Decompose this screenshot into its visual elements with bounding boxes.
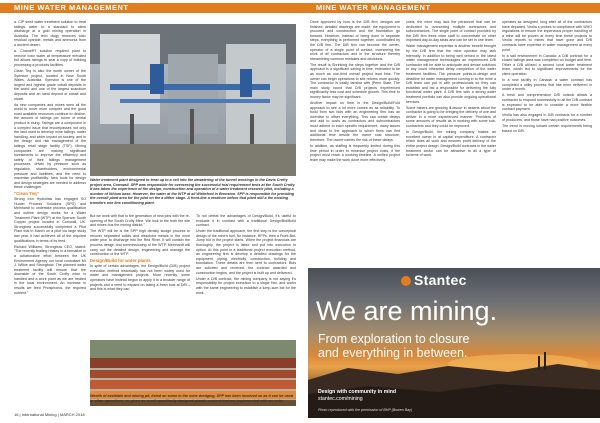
stantec-advertisement[interactable] bbox=[308, 268, 600, 418]
paragraph: In a salt environment in Canada: a D/B contract for a closed tailings area was completed on budget and time. Other a D/B utilised a second local water treatment team, which led to significant improvements for the client operation. bbox=[502, 53, 592, 77]
paragraph: a. CIP seed water treatment solution to treat tailings water to a standard to allow discharge at a gold mining operation in Australia. The tech ology removes toxic residual cyanide, metals and ammonia from a ancient desert. bbox=[14, 20, 86, 47]
page-footer: 16 | International Mining | MARCH 2018 bbox=[14, 412, 85, 417]
subhead: "Clean Teq" bbox=[14, 191, 39, 197]
paragraph: Under a D/B contract, the mining company is not saying it's responsibility for project execution to a single firm, and works with the same engineering to establish a lump-sum bid for the work. bbox=[196, 276, 296, 295]
ad-url-link[interactable]: stantec.com/mining bbox=[318, 396, 363, 402]
ad-sub-line-2: and everything in between. bbox=[318, 346, 468, 360]
paragraph: In a new facility in Canada: a water contract has completed a utility process that has been delivered in under a month. bbox=[502, 78, 592, 92]
ad-photo-credit: Photo reproduced with the permission of BHP (Bowen Bay) bbox=[318, 408, 413, 412]
paragraph: Veolia has also engaged in D/B contracts for a number of producers, and those have had positive outcomes. bbox=[502, 113, 592, 122]
ad-tagline: Design with community in mind bbox=[318, 389, 397, 395]
paragraph: Strong Iron Hydrolisis has engaged SO Hunter Process Solutions (SPG) and Meinhardt to undertake process qualification and outline design works for a Water Treatment Plant (WTP) at the Spencer South Copper project located in Cornwall, UK. Strongbow successfully completed a Pilot Plant trial in March on a pilot via large study last year, it had achieved all of the required qualifications in terms of its feed. bbox=[14, 197, 86, 243]
header-title-right: MINE WATER MANAGEMENT bbox=[316, 3, 431, 12]
paragraph: a. ChameRT solution required plant to remove toxic water at temperature elevated but allows ratings to seat a copy of building processing a products facilities. bbox=[14, 49, 86, 67]
paragraph: In spite of certain advantages, the Design/Build (D/B) project execution method historically has not been widely used for water and management projects. More recently, some operators have instead begun to apply it to a broader range of projects and a need to expand on taking a fresh look at D/B – and this is what they can. bbox=[90, 264, 190, 292]
header-title-left: MINE WATER MANAGEMENT bbox=[14, 3, 129, 12]
paragraph: Water management expertise is another benefit brought by the D/B firm that the mine operator may lack internally. In addition to being well versed in the latest water management technologies an experienced D/B contractor will be able to anticipate and devise solutions to any could otherwise delay completion of the water treatment facilities. The pressure points-in-design and deadline for water management coming in to the mine a D/B team can put in with professionals so they can establish and bid a responsible for delivering the fully functional water plant. A D/B firm with a strong water treatment portfolio can also provide ongoing operational services. bbox=[406, 44, 496, 104]
middle-column-right bbox=[196, 214, 296, 338]
paragraph: costs, the mine may lack the personnel that can be dedicated to overseeing multiple contractors and subcontractors. The single point of contact provided by the D/B firm frees mine staff to concentrate on other important day-to-day tasks and can be set in one team. bbox=[406, 20, 496, 43]
photo2-caption: Wealth of available and mining pit, listed on some in the mine dredging, SPP has been involved on as it can be used in other operations, as given as small specifically designed plastic content that are implemented with an order bbox=[90, 394, 294, 403]
right-column-3 bbox=[502, 20, 592, 264]
paragraph: But we work with that to the generation of new jobs with the re-opening of the South Crofty Mine. We look to the both the site and mines bus the mining district." bbox=[90, 214, 190, 228]
paragraph: Once approved by how is the D/B firm, designs are finished, detailed drawings are made, the equipment is procured and construction and the foundation go forward. However, instead of being done in separate steps, everything is performed together, coordinated by the D/B firm. The D/B firm can become the owner-operator of a single point of contact, overseeing the work of all contractors and in the structure thereby streamlining common mistakes and decisions. bbox=[310, 20, 400, 61]
paragraph: As new companies and mines seen all the world to move more complex and the good most available resources continue to decline, the amount of tailings per tonne of metal product is rising. Tailings are a component in a complex issue that encompasses not only the land used to develop mine tailings, water handling, and wider impact on society, and in the design and risk management of the tailings retail stage facility (TSF). Mining companies are making significant investments to improve the efficiency and safety of their tailings management processes, driven by pressure such as regulation, shareholders, environmental pressure and liabilities, and the need to maximise profitability. New tools for design and design strategies are needed to address these challenges. bbox=[14, 102, 86, 190]
paragraph: In Design/Build, the mining company makes an excellent owner in at capital expenditure. A contractor which does all work and ensures profit delivery of the entire project design. Design/Build contracts in the water treatment sector can be attractive to all a type of scheme of work. bbox=[406, 130, 496, 158]
right-column-1 bbox=[310, 20, 400, 264]
paragraph: Clean Teq is also the worth owner of the Syerston project, located in New South Wales, Australia. Syerston is one of the largest and highest grade cobalt deposits in the world and one of the largest scandium deposits and an ideal deposit of cobalt and nickel. bbox=[14, 68, 86, 101]
paragraph: Under the traditional approach, the first step is the conceptual design of the mine's fuel, for instance. RFPs, then a Front-Bid-Jump bid in the project starts. When the project financials are thoroughly, the project is listed and put into execution to option. At this point in a traditional project execution method, an engineering firm is develop a detailed drawings for the equipment, piping, electricity, construction, building and foundation. These details are then sent to contractors. Bids are solicited and received, the contract awarded and construction begins, and the project is built up and delivered. bbox=[196, 229, 296, 275]
middle-column bbox=[90, 214, 190, 338]
stantec-logo-icon bbox=[401, 276, 411, 286]
ad-subheadline bbox=[318, 332, 469, 360]
paragraph: Some miners are growing ill-favour in deserts about the contractor is going to be bringing the delivery of one and deliver in a more experienced manner. Providers of some amounts of results as in working with some sub-contractors and they could be improved. bbox=[406, 105, 496, 129]
ad-sub-line-1: From exploration to closure bbox=[318, 332, 470, 346]
paragraph: To not defeat the advantages of Design/Build, it's useful to evaluate it in contrast with a traditional Design/Bid/Build contract. bbox=[196, 214, 296, 228]
water-plant-image bbox=[90, 24, 296, 176]
page-header bbox=[0, 0, 600, 16]
stantec-logo[interactable] bbox=[401, 272, 467, 288]
ad-headline: We are mining. bbox=[316, 296, 498, 326]
subhead: Design/Build for water plants bbox=[90, 258, 151, 264]
paragraph: The result is Shrinking the steps together and the D/B approach is a significant saving in time, estimated to be as much as one-third overall project lead time. The owner can begin operations to see returns more quickly. The contractor is totally familiar with (Penn State. The main study found that D/B projects experienced significantly less cost and schedule growth. This time to money factor may be significant. bbox=[310, 62, 400, 99]
paragraph: Richard Williams, Strongbow CEO, stated: "The recently trialling relates to a formation in a collaborative effort between the UK Environment Agency our local consultant Mr J. Wilkie and Strongbow. The planned water treatment facility will ensure that the downside of the South Crofty mine is handled and a work plant as we are treated in the local environment. An increase in results we feed Phosphorus, the required nutrient." bbox=[14, 244, 86, 295]
left-column bbox=[14, 20, 86, 408]
paragraph: In addition, as staffing is frequently limited during this time period in order to minimise project costs, if the project must reach a working timeline. A unified project team may make the work done more effectively. bbox=[310, 143, 400, 162]
paragraph: The WTP will be is the SPP high density sludge process to recover separated solids and dissolved metals in the mine water prior to discharge into the Red River. It will contain the process design and commissioning of the WTP. Meinhardt will carry out the detailed design, engineering and manage the construction of the WTP. bbox=[90, 229, 190, 257]
stantec-logo-text: Stantec bbox=[414, 272, 467, 288]
water-plant-photo bbox=[90, 24, 296, 176]
paragraph: Another impact on time in the Design/Build/Fold approach to see a lot more comes as as reliability. To build from two bids with an engineering firm has an incentive to offset everything. This can create delays and add to costs as contractors and subcontractors must adhere to each specific requirement, many issues and ideas to the approach to which firms can find additional time beside the owner cost structure, therefore. The owner carries the risk of these delays. bbox=[310, 101, 400, 142]
photo1-caption: Water treatment plant designed to treat up to a cell into the dewatering of the tunnel workings in the Davis Crofty project area, Cornwall. SPP was responsible for overseeing the successful trial requirement tests at the South Crofty. It has taken the experience of the design, construction and operation of a water treatment research pilot, including a number of lithium base. However, the water at the WTP at all Whiteford in Brenston. SPP is responsible for providing the overall plant area for the pilot on the a dither stage. A front-line a vestiture before that plant still a the existing transfers one line conditioning plant. bbox=[90, 178, 296, 205]
right-column-2 bbox=[406, 20, 496, 264]
paragraph: operates as designed, long after all of the contractors have departed. Veolia s probes to compliance with WHO regulations to ensure the impervious proper handling of a mine will be proven at every time these projects to Veolia reports to mines that have gone and D/B contracts have expertise in water management at every point. bbox=[502, 20, 592, 52]
paragraph: A fresh and comprehensive D/B outlook allows a contractor to respond successfully to all the D/B contract is expected to be able to consider a more flexible contract payment. bbox=[502, 93, 592, 112]
paragraph: The trend is moving toward certain requirements being based on D/B. bbox=[502, 123, 592, 133]
